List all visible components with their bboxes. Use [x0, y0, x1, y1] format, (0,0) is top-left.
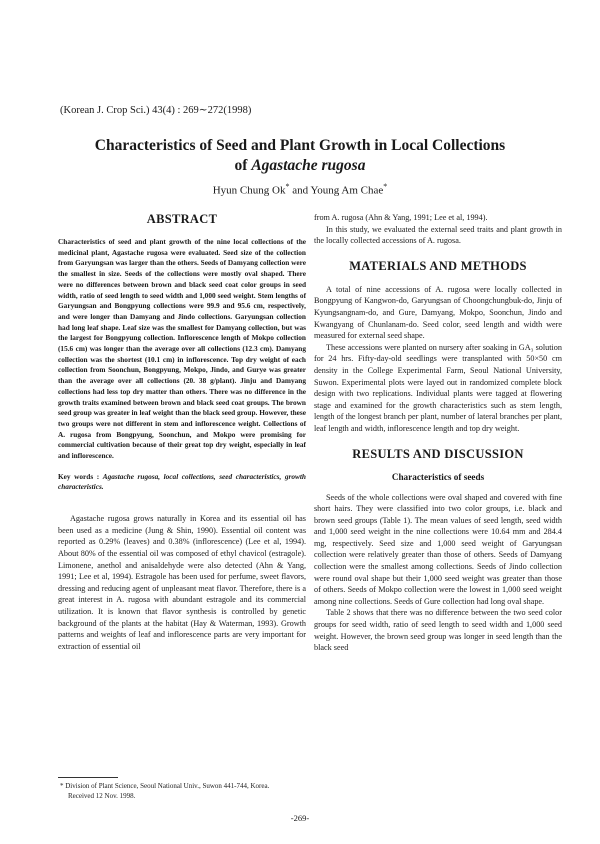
author-1: Hyun Chung Ok	[212, 184, 286, 197]
seeds-subheading: Characteristics of seeds	[391, 471, 485, 482]
left-column	[58, 212, 306, 652]
keywords-text: Agastache rugosa, local collections, seed characteristics, growth characteristics.	[58, 471, 306, 492]
methods-paragraph-1: A total of nine accessions of A. rugosa were locally collected in Bongpyung of Kangwon-do, Garyungsan of Choongchungbuk-do, Jinju of Kyungsangnam-do, and Gure, Damyang, Mokpo, Soonchun, Jindo and Kwangyang of Chunlanam-do. Seed color, seed length and width were measured for external seed shape.	[314, 284, 562, 341]
title-species: Agastache rugosa	[251, 157, 366, 174]
footnote-affiliation: * Division of Plant Science, Seoul National Univ., Suwon 441-744, Korea.	[60, 782, 270, 790]
paper-title	[40, 136, 560, 176]
author-list	[40, 182, 560, 197]
footnote-received: Received 12 Nov. 1998.	[68, 792, 136, 800]
author-1-mark: *	[285, 182, 290, 191]
results-paragraph-2: Table 2 shows that there was no difference between the two seed color groups for seed width, ratio of seed length to seed width and 1,000 seed weight. However, the brown seed group was longer in seed length than the black seed	[314, 608, 562, 653]
keywords	[58, 472, 306, 493]
author-conjunction: and	[289, 184, 311, 197]
results-paragraph-1: Seeds of the whole collections were oval shaped and covered with fine short hairs. They were classified into two color groups, i.e. black and brown seed groups (Table 1). The mean values of seed length, seed width and 1,000 seed weight in the nine collections were 10.64 mm and 284.4 mg, respectively. Seed size and 1,000 seed weight of Garyungsan collection were relatively greater than those of others. Seeds of Damyang collection were the smallest among collections. Seeds of Jindo collection were round oval shape but their 1,000 seed weight was greater than those of others. Seeds of Mokpo collection were the lowest in 1,000 seed weight among nine collections. Seeds of Gure collection had long oval shape.	[314, 492, 562, 606]
page-number: -269-	[290, 813, 310, 823]
title-prefix: of	[234, 157, 252, 174]
results-heading: RESULTS AND DISCUSSION	[352, 446, 524, 461]
methods-heading: MATERIALS AND METHODS	[349, 258, 527, 273]
methods-paragraph-2: These accessions were planted on nursery after soaking in GA₃ solution for 24 hrs. Fifty-day-old seedlings were transplanted with 50×50 cm density in the College Experimental Farm, Seoul National University, Suwon. Experimental plots were layed out in randomized complete block design with two replications. Individual plants were tagged at flowering stage and examined for the growth characteristics such as stem length, length of the longest branch per plant, number of lateral branches per plant, leaf length and width, inflorescence length and top dry weight.	[314, 342, 562, 433]
journal-reference: (Korean J. Crop Sci.) 43(4) : 269∼272(1998)	[60, 105, 252, 116]
title-line-2	[40, 156, 560, 176]
footnote-divider	[58, 777, 118, 778]
abstract-heading: ABSTRACT	[146, 212, 218, 226]
title-line-1: Characteristics of Seed and Plant Growth in Local Collections	[94, 137, 506, 154]
footnote	[60, 781, 360, 801]
intro-paragraph-2: In this study, we evaluated the external seed traits and plant growth in the locally collected accessions of A. rugosa.	[314, 224, 562, 246]
abstract-text: Characteristics of seed and plant growth of the nine local collections of the medicinal plant, Agastache rugosa were evaluated. Seed size of the collection from Garyungsan was larger than the others. Seeds of Damyang collection were the smallest in size. Seeds of the collections were mostly oval shaped. There were no differences between brown and black seed coat color groups in seed width, ratio of seed length to seed width and 1,000 seed weight. Stem lengths of Garyungsan and Bongpyung collections were 99.9 and 95.6 cm, respectively, and were longer than Damyang and Jindo collections. Garyungsan collection had long leaf shape. Leaf size was the smallest for Damyang collection, but was the largest for Bongpyung collection. Inflorescence length of Mokpo collection (15.6 cm) was longer than the average over all collections (12.3 cm). Damyang collection was the shortest (10.1 cm) in inflorescence. Top dry weight of each collection from Soonchun, Bongpyung, Mokpo, Jindo, and Gurye was greater than the average over all collections (20. 38 g/plant). Jinju and Damyang collections had less top dry matter than others. There was no difference in the growth traits examined between brown and black seed coat groups. The brown seed group was greater in leaf weight than the black seed group. However, these two groups were not different in stem and inflorescence weight. Collections of A. rugosa from Bongpyung, Soonchun, and Mokpo were promising for commercial cultivation because of their great top dry weight, especially in leaf and inflorescence.	[58, 237, 306, 461]
intro-paragraph-1: Agastache rugosa grows naturally in Korea and its essential oil has been used as a medicine (Jung & Shin, 1990). Essential oil content was reported as 0.29% (leaves) and 0.38% (inflorescence) (Lee et al, 1994). About 80% of the essential oil was composed of ethyl chavicol (estragole). Limonene, anethol and anisaldehyde were also detected (Ahn & Yang, 1991; Lee et al, 1994). Estragole has been used for perfume, sweet flavors, dressing and reducing agent of unpleasant meat flavor. Therefore, there is a great interest in A. rugosa with abundant estragole and its commercial utilization. It is known that flavor synthesis is controlled by genetic background of the plants at the habitat (Hay & Waterman, 1993). Growth patterns and weights of leaf and inflorescence parts are very important for extraction of essential oil	[58, 514, 306, 651]
author-2-mark: *	[383, 182, 388, 191]
right-column	[314, 212, 562, 654]
keywords-label: Key words :	[58, 471, 100, 481]
intro-paragraph-1-continued: from A. rugosa (Ahn & Yang, 1991; Lee et al, 1994).	[314, 213, 488, 222]
author-2: Young Am Chae	[310, 184, 384, 197]
